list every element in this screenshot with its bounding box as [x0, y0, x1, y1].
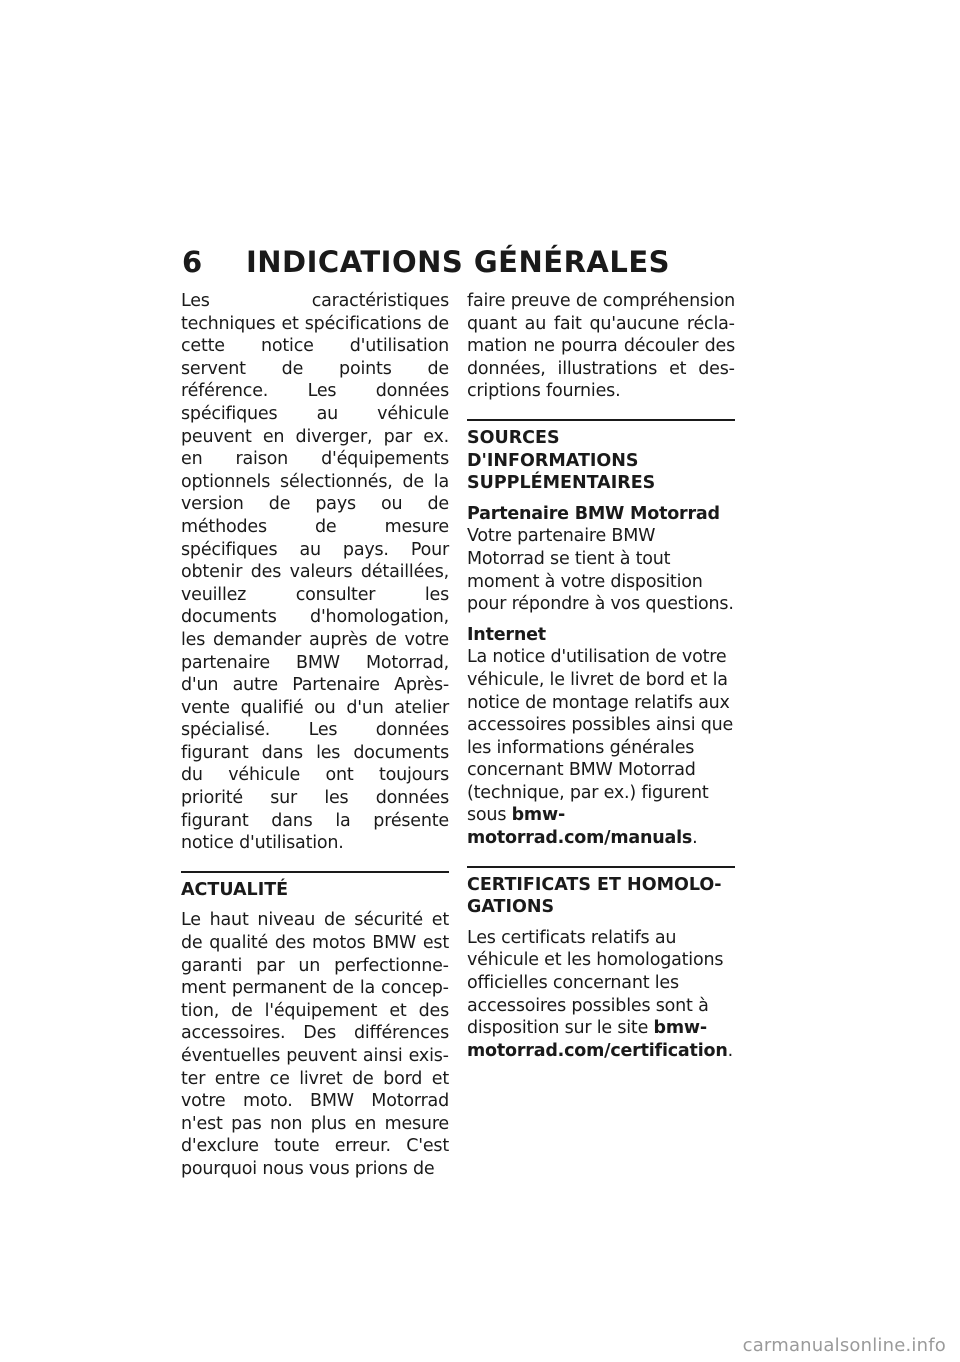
- section-divider-actualite: [181, 871, 449, 873]
- certificats-text: Les certificats relatifs au véhicule et les homologations officielles concernant les accessoires possibles sont à disposition sur le site: [467, 927, 724, 1039]
- chapter-title: INDICATIONS GÉNÉRALES: [246, 245, 671, 279]
- watermark-logo: carmanualsonline.info: [742, 1335, 946, 1356]
- section-divider-certificats: [467, 866, 735, 868]
- section-heading-sources: SOURCES D'INFORMATIONS SUPPLÉMENTAIRES: [467, 427, 656, 494]
- actualite-continuation-paragraph: faire preuve de compréhension quant au fait qu'aucune réclamation ne pourra découler des données, illustrations et descriptions fournies.: [467, 291, 735, 402]
- certificats-paragraph: [467, 927, 735, 1063]
- certificats-suffix: .: [727, 1040, 733, 1061]
- section-divider-sources: [467, 419, 735, 421]
- actualite-paragraph: Le haut niveau de sécurité et de qualité des motos BMW est garanti par un perfectionnement permanent de la conception, de l'équipement et des accessoires. Des différences éventuelles peuvent ainsi exister entre ce livret de bord et votre moto. BMW Motorrad n'est pas non plus en mesure d'exclure toute erreur. C'est pourquoi nous vous prions de: [181, 910, 449, 1179]
- section-heading-actualite: ACTUALITÉ: [181, 879, 289, 900]
- internet-text: La notice d'utilisation de votre véhicule, le livret de bord et la notice de montage relatifs aux accessoires possibles ainsi que les informations générales concernant BMW Motorrad (technique, par ex.) figurent sous: [467, 647, 734, 826]
- page-title: [182, 243, 782, 281]
- subheading-internet: Internet: [467, 624, 546, 645]
- chapter-number: 6: [182, 245, 203, 279]
- certification-link[interactable]: bmw-motorrad.com/certification: [467, 1018, 728, 1061]
- section-heading-certificats: CERTIFICATS ET HOMOLOGATIONS: [467, 874, 722, 918]
- partner-paragraph: Votre partenaire BMW Motorrad se tient à tout moment à votre disposition pour répondre à vos questions.: [467, 526, 734, 615]
- right-column: [467, 290, 735, 1062]
- subheading-partner: Partenaire BMW Motorrad: [467, 503, 720, 524]
- manuals-link[interactable]: bmw-motorrad.com/manuals: [467, 805, 693, 849]
- intro-paragraph: Les caractéristiques techniques et spécifications de cette notice d'utilisation servent de points de référence. Les données spécifiques au véhicule peuvent en diverger, par ex. en raison d'équipements optionnels sélectionnés, de la version de pays ou de méthodes de mesure spécifiques au pays. Pour obtenir des valeurs détaillées, veuillez consulter les documents d'homologation, les demander auprès de votre partenaire BMW Motorrad, d'un autre Partenaire Après-vente qualifié ou d'un atelier spécialisé. Les données figurant dans les documents du véhicule ont toujours priorité sur les données figurant dans la présente notice d'utilisation.: [181, 291, 449, 854]
- internet-suffix: .: [692, 828, 698, 849]
- internet-paragraph: [467, 646, 735, 849]
- left-column: [181, 290, 449, 1181]
